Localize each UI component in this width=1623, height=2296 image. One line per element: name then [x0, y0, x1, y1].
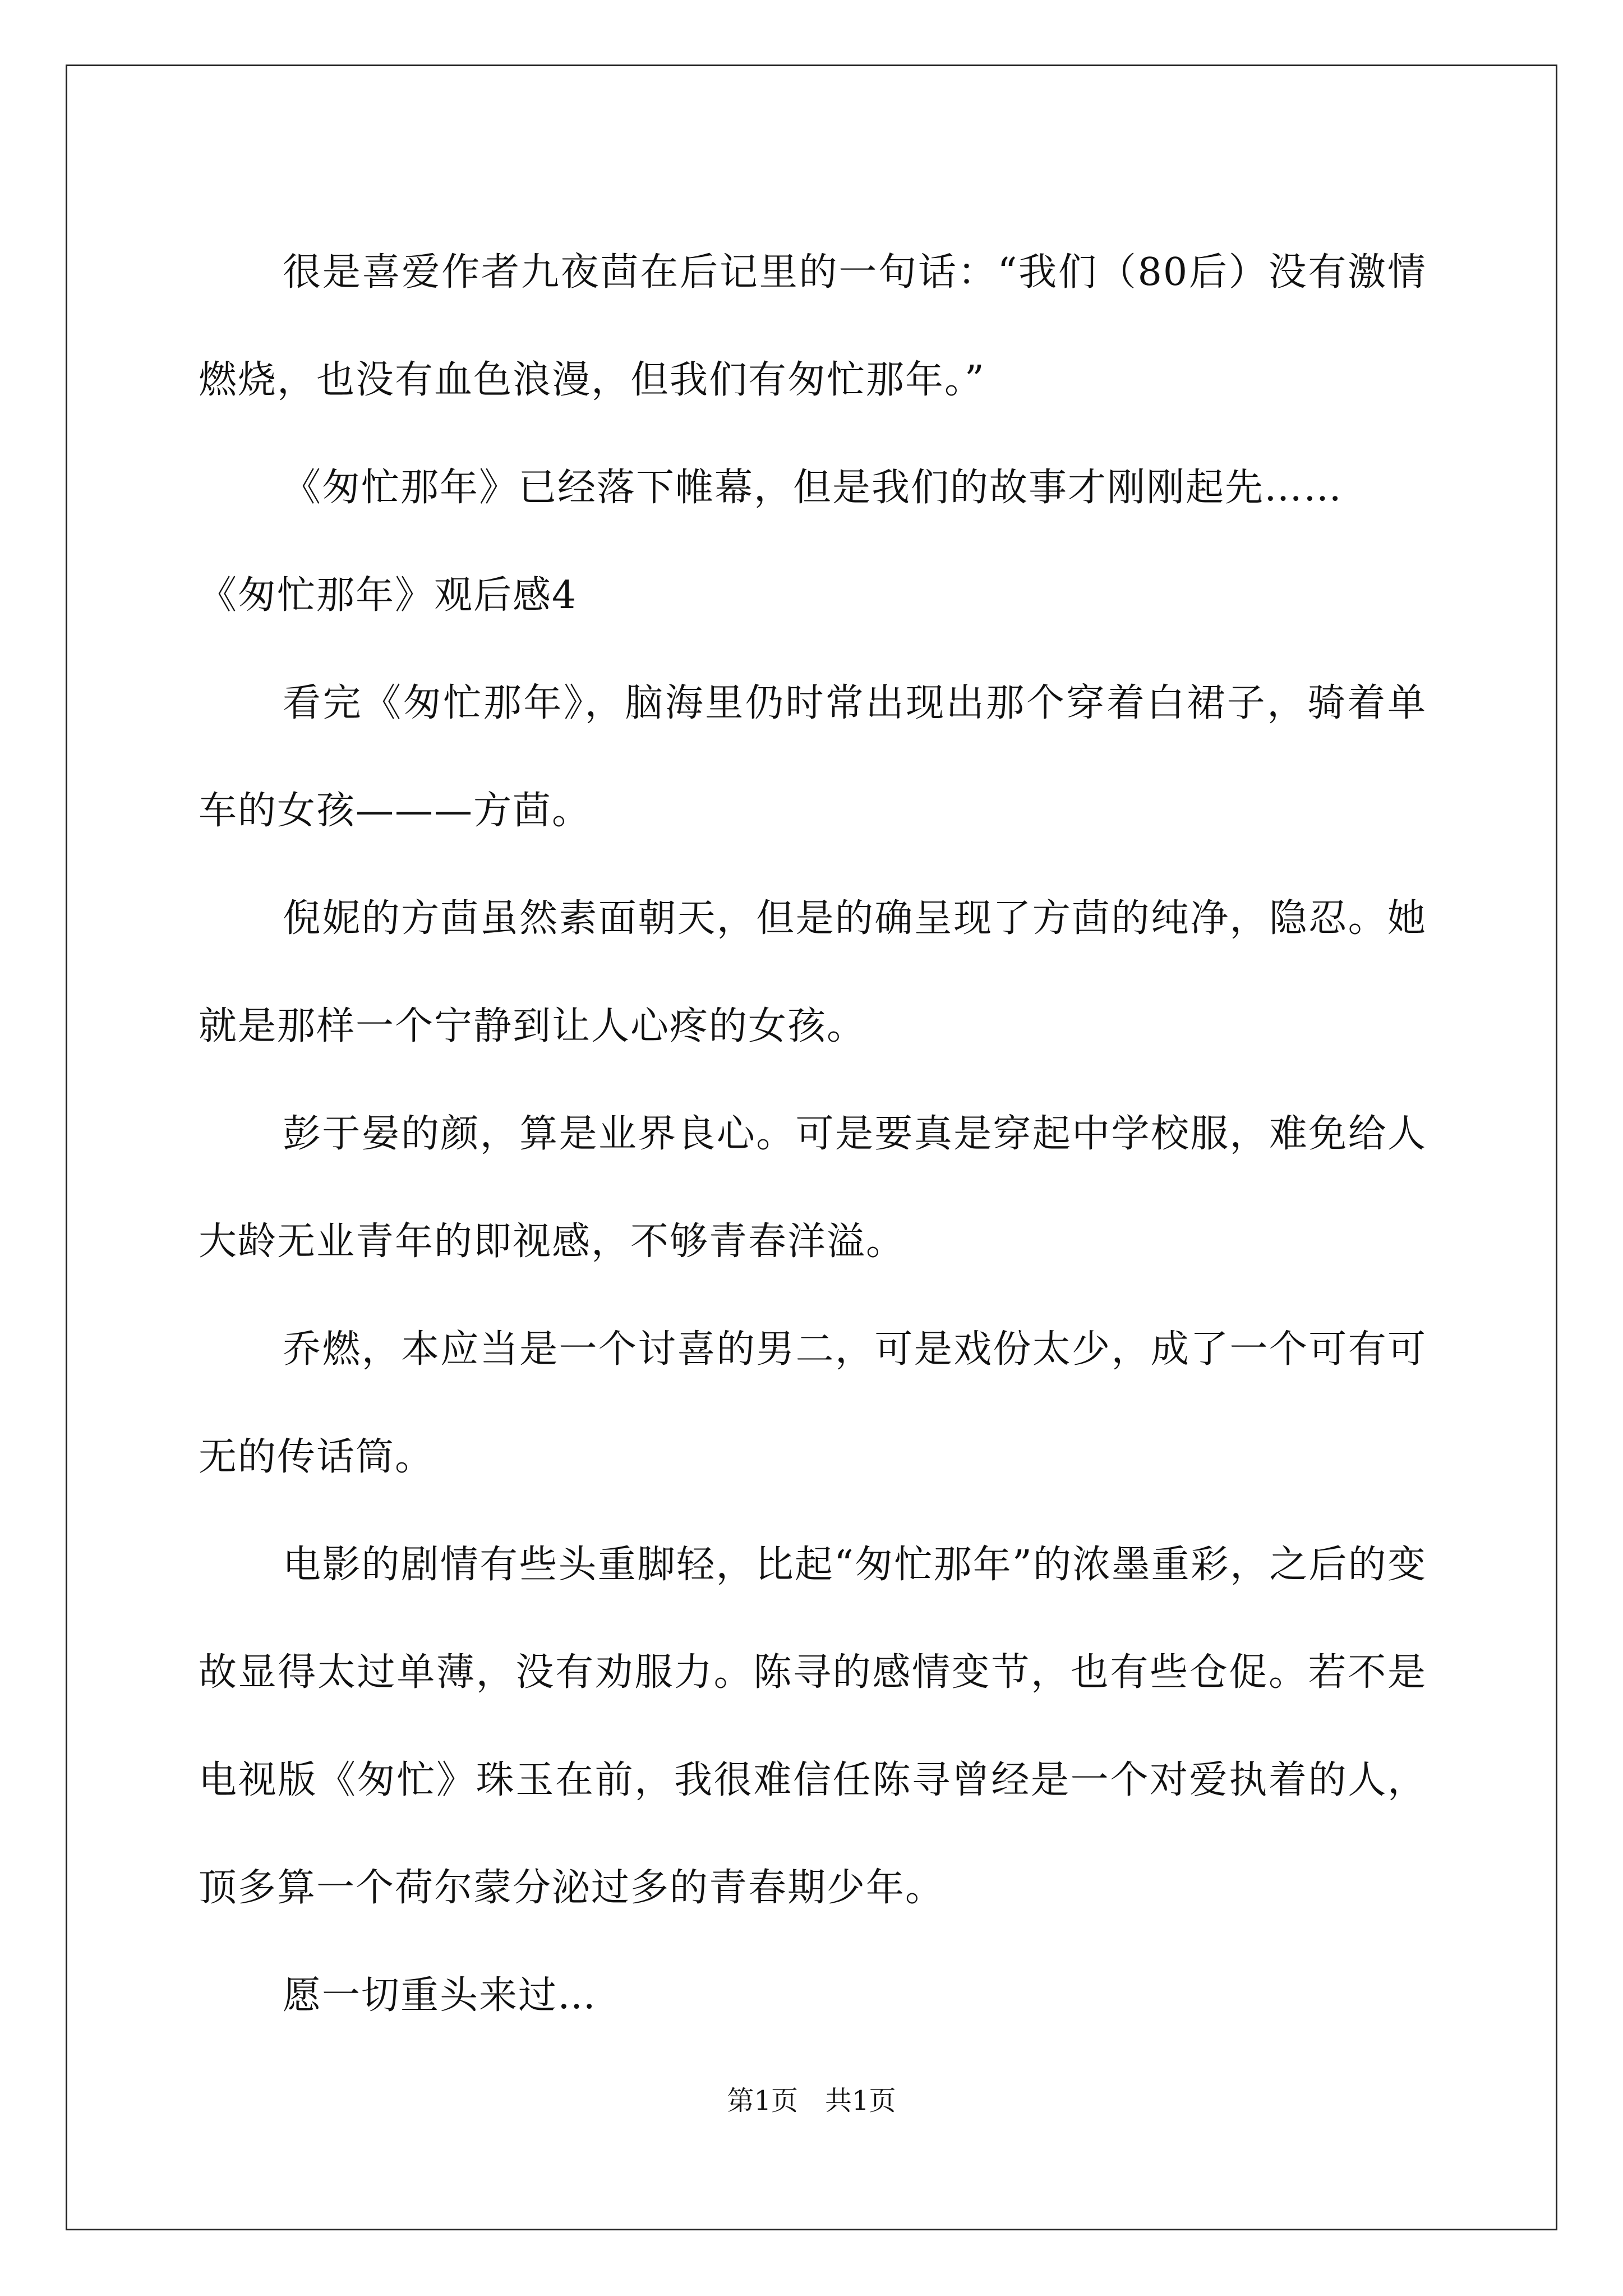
document-body: [199, 219, 1427, 2050]
paragraph: 愿一切重头来过…: [283, 1973, 597, 2018]
paragraph: 看完《匆忙那年》，脑海里仍时常出现出那个穿着白裙子，骑着单车的女孩———方茴。: [199, 681, 1427, 833]
paragraph: 乔燃，本应当是一个讨喜的男二，可是戏份太少，成了一个可有可无的传话筒。: [199, 1327, 1427, 1479]
paragraph: 《匆忙那年》已经落下帷幕，但是我们的故事才刚刚起先……: [283, 466, 1343, 510]
paragraph: 倪妮的方茴虽然素面朝天，但是的确呈现了方茴的纯净，隐忍。她就是那样一个宁静到让人心疼的女孩。: [199, 896, 1427, 1048]
paragraph: 彭于晏的颜，算是业界良心。可是要真是穿起中学校服，难免给人大龄无业青年的即视感，不够青春洋溢。: [199, 1112, 1427, 1264]
page-number-footer: 第1页 共1页: [727, 2085, 896, 2116]
paragraph: 电影的剧情有些头重脚轻，比起“匆忙那年”的浓墨重彩，之后的变故显得太过单薄，没有劝服力。陈寻的感情变节，也有些仓促。若不是电视版《匆忙》珠玉在前，我很难信任陈寻曾经是一个对爱执着的人，顶多算一个荷尔蒙分泌过多的青春期少年。: [199, 1543, 1427, 1910]
paragraph: 很是喜爱作者九夜茴在后记里的一句话：“我们（80后）没有激情燃烧，也没有血色浪漫，但我们有匆忙那年。”: [199, 250, 1427, 402]
section-heading: 《匆忙那年》观后感4: [199, 573, 578, 618]
